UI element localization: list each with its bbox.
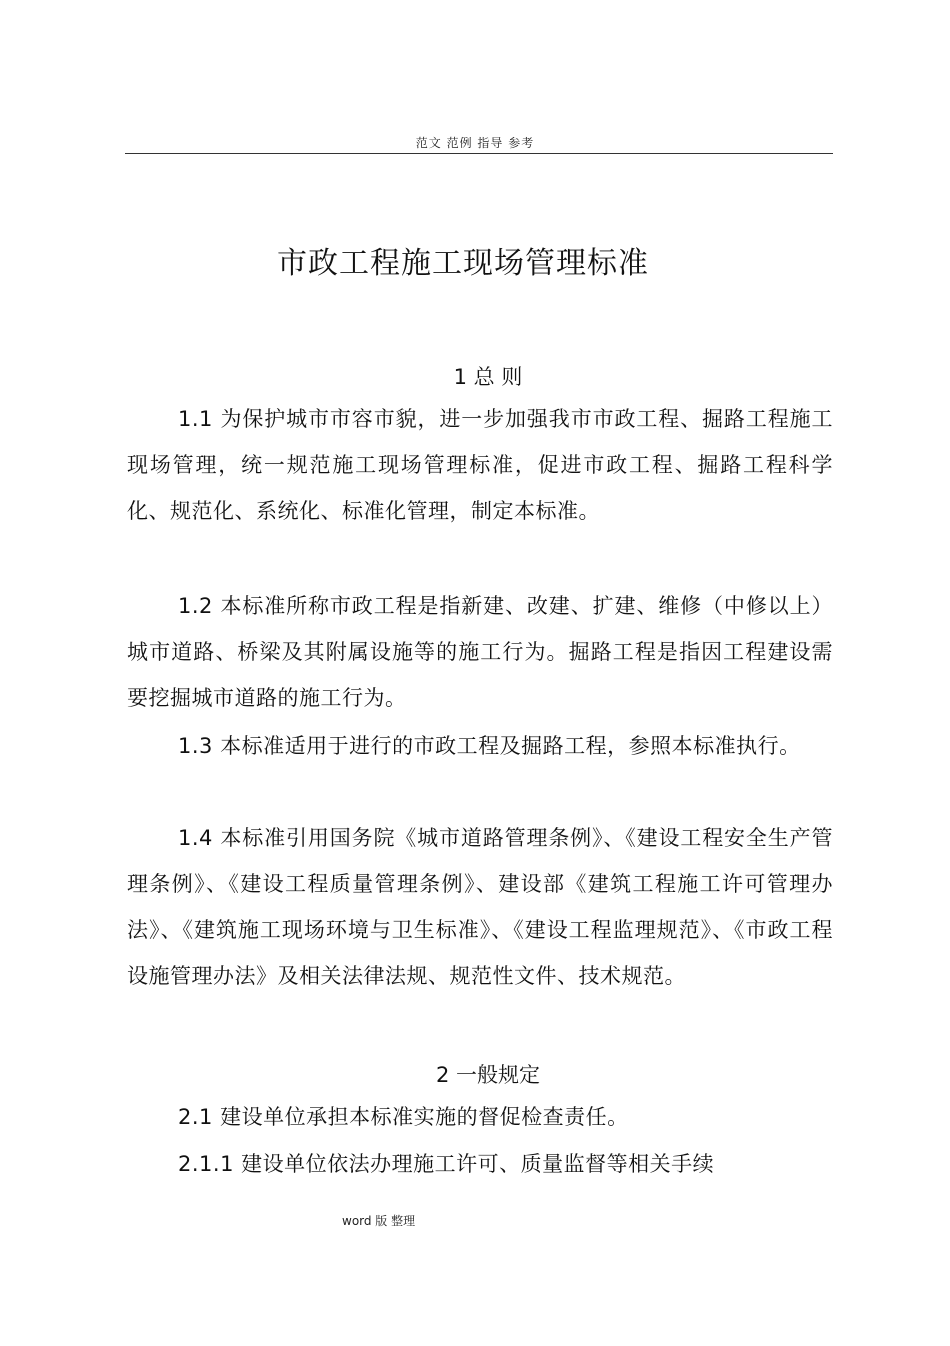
paragraph-2-1: 2.1 建设单位承担本标准实施的督促检查责任。 <box>178 1105 629 1129</box>
paragraph-2-1-1: 2.1.1 建设单位依法办理施工许可、质量监督等相关手续 <box>178 1152 715 1176</box>
paragraph-1-1: 1.1 为保护城市市容市貌，进一步加强我市市政工程、掘路工程施工现场管理，统一规范施工现场管理标准，促进市政工程、掘路工程科学化、规范化、系统化、标准化管理，制定本标准。 <box>127 407 833 523</box>
paragraph-1-4: 1.4 本标准引用国务院《城市道路管理条例》、《建设工程安全生产管理条例》、《建设工程质量管理条例》、建设部《建筑工程施工许可管理办法》、《建筑施工现场环境与卫生标准》、《建设工程监理规范》、《市政工程设施管理办法》及相关法律法规、规范性文件、技术规范。 <box>127 826 833 988</box>
page-footer: word 版 整理 <box>342 1214 416 1228</box>
page-header: 范文 范例 指导 参考 <box>415 136 535 150</box>
header-divider <box>125 153 833 154</box>
section-heading-1: 1 总 则 <box>453 365 523 389</box>
document-title: 市政工程施工现场管理标准 <box>277 246 649 281</box>
paragraph-1-2: 1.2 本标准所称市政工程是指新建、改建、扩建、维修（中修以上）城市道路、桥梁及其附属设施等的施工行为。掘路工程是指因工程建设需要挖掘城市道路的施工行为。 <box>127 594 833 710</box>
section-heading-2: 2 一般规定 <box>435 1063 541 1087</box>
paragraph-1-3: 1.3 本标准适用于进行的市政工程及掘路工程，参照本标准执行。 <box>178 734 801 758</box>
